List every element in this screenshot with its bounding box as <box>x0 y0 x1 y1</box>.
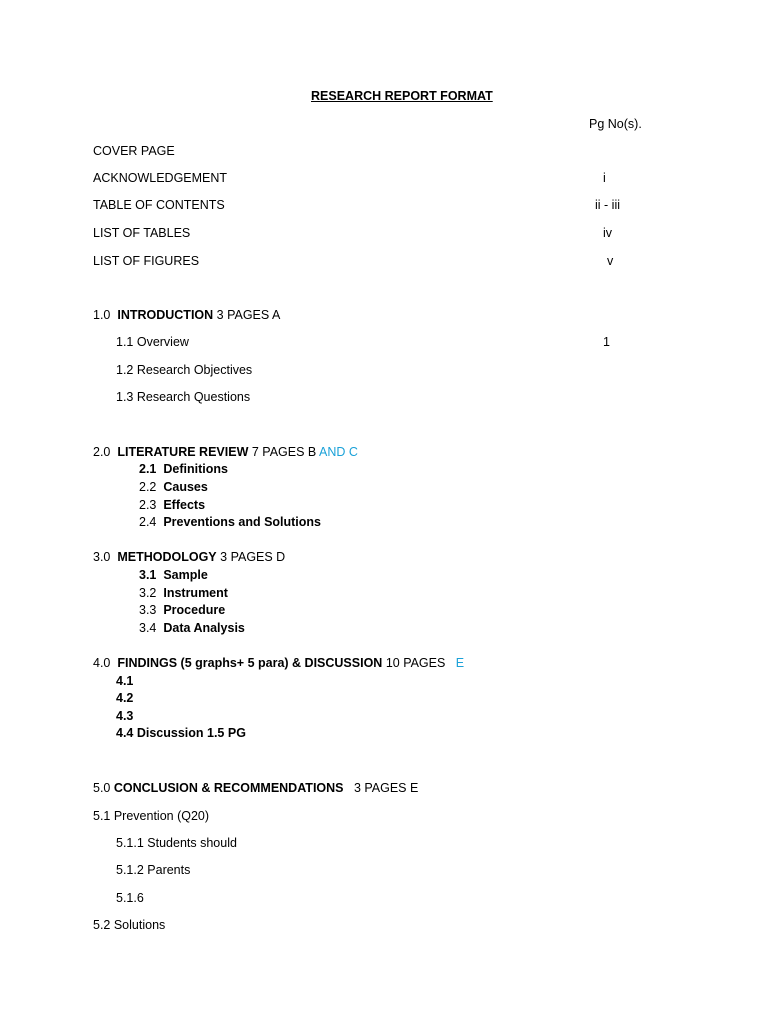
section-title: INTRODUCTION <box>117 308 214 322</box>
toc-page-table-of-contents: ii - iii <box>595 198 620 212</box>
subsection-research-questions: 1.3 Research Questions <box>116 390 251 404</box>
subsection-sample: 3.1 Sample <box>139 568 208 582</box>
section-note: 7 PAGES B <box>251 445 317 459</box>
section-number: 4.0 <box>93 656 111 670</box>
subsection-parents: 5.1.2 Parents <box>116 863 191 877</box>
subsection-instrument: 3.2 Instrument <box>139 586 228 600</box>
section-number: 1.0 <box>93 308 111 322</box>
section-number: 3.0 <box>93 550 111 564</box>
subsection-overview: 1.1 Overview <box>116 335 189 349</box>
page-number-column-header: Pg No(s). <box>589 117 642 131</box>
subsection-effects: 2.3 Effects <box>139 498 206 512</box>
section-title: METHODOLOGY <box>117 550 217 564</box>
subsection-discussion: 4.4 Discussion 1.5 PG <box>116 726 246 740</box>
subsection-procedure: 3.3 Procedure <box>139 603 226 617</box>
toc-entry-list-of-figures: LIST OF FIGURES <box>93 254 200 268</box>
document-title: RESEARCH REPORT FORMAT <box>311 89 493 103</box>
subsection-students-should: 5.1.1 Students should <box>116 836 237 850</box>
section-title: CONCLUSION & RECOMMENDATIONS <box>113 781 344 795</box>
section-accent-note: E <box>455 656 465 670</box>
section-note: 3 PAGES A <box>216 308 281 322</box>
toc-entry-table-of-contents: TABLE OF CONTENTS <box>93 198 225 212</box>
subsection-causes: 2.2 Causes <box>139 480 208 494</box>
toc-entry-acknowledgement: ACKNOWLEDGEMENT <box>93 171 228 185</box>
section-heading-methodology <box>93 551 285 564</box>
section-number: 5.0 <box>93 781 111 795</box>
subsection-definitions: 2.1 Definitions <box>139 462 228 476</box>
subsection-4-3: 4.3 <box>116 709 134 723</box>
subsection-preventions-solutions: 2.4 Preventions and Solutions <box>139 515 322 529</box>
section-number: 2.0 <box>93 445 111 459</box>
section-heading-conclusion-recommendations <box>93 782 418 795</box>
toc-entry-list-of-tables: LIST OF TABLES <box>93 226 191 240</box>
subsection-overview-page: 1 <box>603 335 610 349</box>
toc-entry-cover-page: COVER PAGE <box>93 144 175 158</box>
subsection-5-1-6: 5.1.6 <box>116 891 144 905</box>
subsection-data-analysis: 3.4 Data Analysis <box>139 621 245 635</box>
toc-page-list-of-figures: v <box>607 254 614 268</box>
toc-page-list-of-tables: iv <box>603 226 613 240</box>
section-title: FINDINGS (5 graphs+ 5 para) & DISCUSSION <box>117 656 383 670</box>
toc-page-acknowledgement: i <box>603 171 606 185</box>
subsection-solutions: 5.2 Solutions <box>93 918 166 932</box>
section-heading-literature-review <box>93 446 358 459</box>
section-heading-findings-discussion <box>93 657 464 670</box>
section-title: LITERATURE REVIEW <box>117 445 249 459</box>
section-accent-note: AND C <box>319 445 358 459</box>
section-heading-introduction <box>93 309 280 322</box>
subsection-research-objectives: 1.2 Research Objectives <box>116 363 253 377</box>
subsection-prevention: 5.1 Prevention (Q20) <box>93 809 210 823</box>
subsection-4-2: 4.2 <box>116 691 134 705</box>
section-note: 3 PAGES E <box>353 781 419 795</box>
subsection-4-1: 4.1 <box>116 674 134 688</box>
section-note: 10 PAGES <box>385 656 446 670</box>
section-note: 3 PAGES D <box>220 550 286 564</box>
